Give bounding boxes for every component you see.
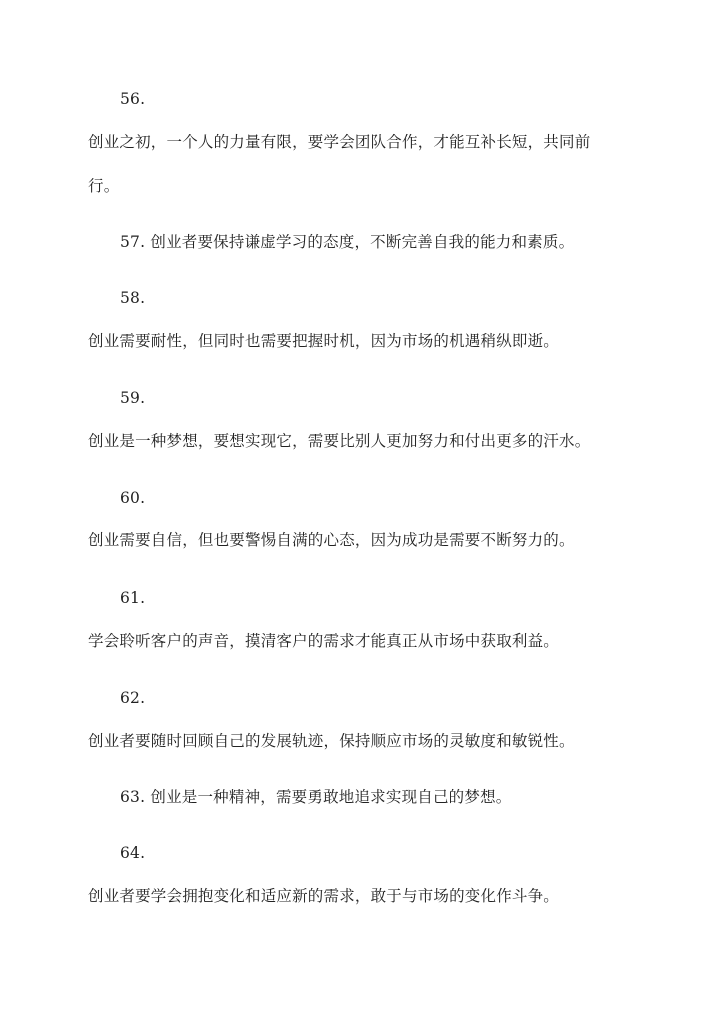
item-59-text: 创业是一种梦想，要想实现它，需要比别人更加努力和付出更多的汗水。 [88, 432, 591, 450]
item-60-text: 创业需要自信，但也要警惕自满的心态，因为成功是需要不断努力的。 [88, 531, 575, 549]
item-56-number: 56. [120, 90, 146, 108]
item-61-number: 61. [120, 589, 146, 607]
item-64-text: 创业者要学会拥抱变化和适应新的需求，敢于与市场的变化作斗争。 [88, 887, 560, 905]
item-58-text: 创业需要耐性，但同时也需要把握时机，因为市场的机遇稍纵即逝。 [88, 332, 560, 350]
item-57-text: 57. 创业者要保持谦虚学习的态度，不断完善自我的能力和素质。 [120, 233, 575, 251]
item-56-text: 创业之初，一个人的力量有限，要学会团队合作，才能互补长短，共同前 [88, 133, 591, 151]
item-56-text-continued: 行。 [88, 177, 120, 195]
item-59-number: 59. [120, 389, 146, 407]
item-60-number: 60. [120, 489, 146, 507]
item-63-text: 63. 创业是一种精神，需要勇敢地追求实现自己的梦想。 [120, 788, 512, 806]
item-62-text: 创业者要随时回顾自己的发展轨迹，保持顺应市场的灵敏度和敏锐性。 [88, 732, 575, 750]
item-61-text: 学会聆听客户的声音，摸清客户的需求才能真正从市场中获取利益。 [88, 632, 560, 650]
item-58-number: 58. [120, 289, 146, 307]
item-64-number: 64. [120, 844, 146, 862]
item-62-number: 62. [120, 689, 146, 707]
